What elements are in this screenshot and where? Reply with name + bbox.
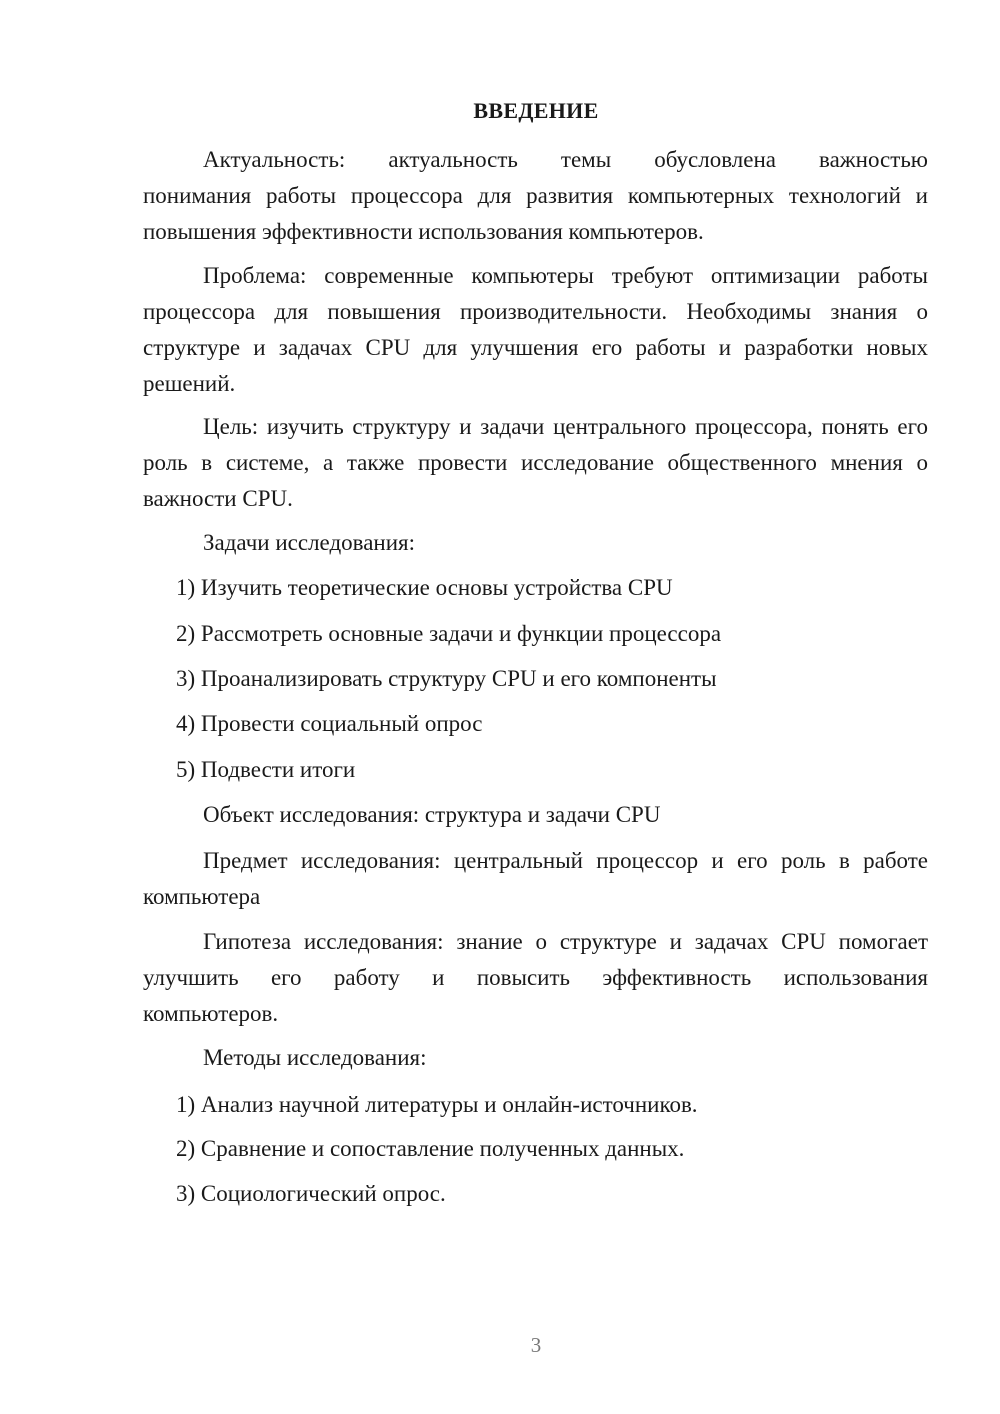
relevance-text: понимания работы процессора для развития компьютерных технологий и повышения эффективности использования компьютеров. [143,183,928,244]
task-item-5: 5) Подвести итоги [176,757,356,782]
list-item [143,1131,928,1167]
list-item [143,1176,928,1212]
task-item-4: 4) Провести социальный опрос [176,711,483,736]
page-number: 3 [530,1333,542,1357]
tasks-label: Задачи исследования: [203,530,416,555]
list-item [143,616,928,652]
object-paragraph [143,797,928,833]
subject-paragraph [143,843,928,915]
task-item-3: 3) Проанализировать структуру CPU и его компоненты [176,666,717,691]
goal-text: Цель: изучить структуру и задачи центрального процессора, понять его роль в системе, а также провести исследование общественного мнения о важности CPU. [143,414,928,511]
method-item-1: 1) Анализ научной литературы и онлайн-источников. [176,1092,698,1117]
problem-paragraph [143,258,928,402]
list-item [143,661,928,697]
methods-section [143,1040,928,1076]
problem-text: Проблема: современные компьютеры требуют оптимизации работы процессора для повышения производительности. Необходимы знания о структуре и задачах CPU для улучшения его работы и разработки новых решений. [143,263,928,396]
task-item-1: 1) Изучить теоретические основы устройства CPU [176,575,673,600]
task-item-2: 2) Рассмотреть основные задачи и функции процессора [176,621,722,646]
page-title: ВВЕДЕНИЕ [473,98,599,123]
method-item-2: 2) Сравнение и сопоставление полученных данных. [176,1136,685,1161]
hypothesis-text: Гипотеза исследования: знание о структуре и задачах CPU помогает улучшить его работу и повысить эффективность использования [143,929,928,990]
hypothesis-paragraph [143,924,928,1032]
method-item-3: 3) Социологический опрос. [176,1181,446,1206]
tasks-section [143,525,928,561]
subject-text: Предмет исследования: центральный процессор и его роль в работе компьютера [143,848,928,909]
list-item [143,1087,928,1123]
relevance-paragraph [143,142,928,250]
list-item [143,706,928,742]
list-item [143,570,928,606]
methods-label: Методы исследования: [203,1045,427,1070]
hypothesis-ending: компьютеров. [143,1001,279,1026]
goal-paragraph [143,409,928,517]
object-text: Объект исследования: структура и задачи CPU [203,802,661,827]
list-item [143,752,928,788]
relevance-first-line: Актуальность: актуальность темы обусловлена важностью [203,147,928,172]
